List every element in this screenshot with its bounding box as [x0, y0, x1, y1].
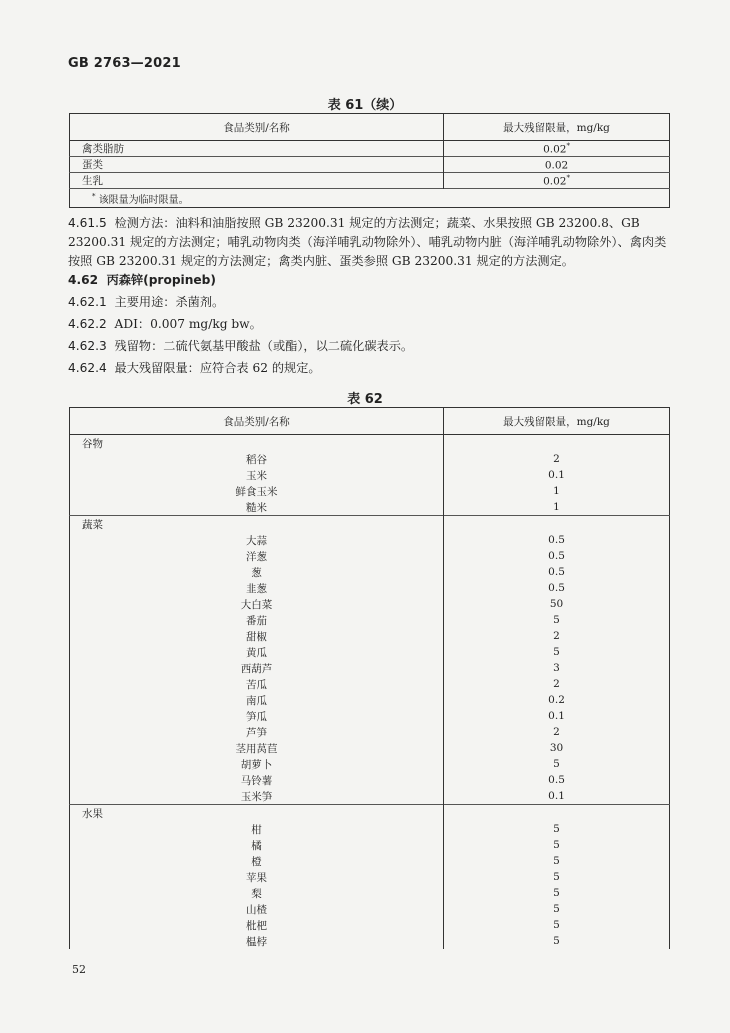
- table-row: [70, 933, 670, 949]
- residue-limit: 0.5: [444, 580, 670, 596]
- table-row: [70, 708, 670, 724]
- temporary-mark: *: [566, 173, 570, 182]
- para-4-62-3: [68, 337, 672, 356]
- category-row: [70, 435, 670, 452]
- table-row: [70, 837, 670, 853]
- category-limit-empty: [444, 435, 670, 452]
- residue-limit: 5: [444, 644, 670, 660]
- para-text: ADI：0.007 mg/kg bw。: [114, 317, 262, 331]
- residue-limit: 5: [444, 917, 670, 933]
- category-name: 谷物: [70, 435, 444, 452]
- residue-limit: 0.2: [444, 692, 670, 708]
- food-name: 生乳: [70, 173, 444, 189]
- food-name: 橙: [251, 855, 262, 868]
- food-name: 梨: [251, 887, 262, 900]
- table-row: [70, 467, 670, 483]
- residue-limit: 5: [444, 612, 670, 628]
- food-name: 甜椒: [246, 630, 268, 643]
- table-row: [70, 676, 670, 692]
- residue-limit: 2: [444, 724, 670, 740]
- table61-header-row: [70, 114, 670, 141]
- food-name: 番茄: [246, 614, 268, 627]
- table62-col-food: 食品类别/名称: [70, 408, 444, 435]
- heading-text: 丙森锌(propineb): [106, 273, 216, 287]
- table-row: [70, 483, 670, 499]
- table-row: [70, 853, 670, 869]
- residue-limit: 1: [444, 499, 670, 516]
- residue-limit: 50: [444, 596, 670, 612]
- food-name: 鲜食玉米: [235, 485, 278, 498]
- category-name: 水果: [70, 805, 444, 822]
- category-limit-empty: [444, 805, 670, 822]
- residue-limit: 2: [444, 628, 670, 644]
- table-row: [70, 821, 670, 837]
- table-row: [70, 596, 670, 612]
- table-row: [70, 788, 670, 805]
- table-row: [70, 157, 670, 173]
- category-limit-empty: [444, 516, 670, 533]
- category-row: [70, 516, 670, 533]
- table-row: [70, 644, 670, 660]
- table-row: [70, 869, 670, 885]
- table-row: [70, 141, 670, 157]
- table-row: [70, 580, 670, 596]
- residue-limit: 5: [444, 869, 670, 885]
- table62-title: 表 62: [347, 392, 383, 407]
- food-name: 玉米笋: [240, 790, 273, 803]
- table-row: [70, 173, 670, 189]
- residue-limit: 30: [444, 740, 670, 756]
- food-name: 橘: [251, 839, 262, 852]
- residue-limit: 3: [444, 660, 670, 676]
- table-row: [70, 564, 670, 580]
- table-row: [70, 451, 670, 467]
- food-name: 胡萝卜: [240, 758, 273, 771]
- food-name: 玉米: [246, 469, 268, 482]
- table62-col-limit: 最大残留限量，mg/kg: [444, 408, 670, 435]
- food-name: 西葫芦: [240, 662, 273, 675]
- heading-4-62: [68, 271, 672, 290]
- table-row: [70, 548, 670, 564]
- category-row: [70, 805, 670, 822]
- table-row: [70, 724, 670, 740]
- para-number: 4.62.4: [68, 361, 107, 375]
- table61-col-food: 食品类别/名称: [70, 114, 444, 141]
- limit-value: 0.02: [544, 159, 569, 172]
- food-name: 大蒜: [246, 534, 268, 547]
- residue-limit: 0.5: [444, 532, 670, 548]
- para-text: 主要用途：杀菌剂。: [114, 295, 225, 309]
- para-text: 残留物：二硫代氨基甲酸盐（或酯），以二硫化碳表示。: [114, 339, 414, 353]
- food-name: 葱: [251, 566, 262, 579]
- food-name: 茎用莴苣: [235, 742, 278, 755]
- temporary-mark: *: [566, 141, 570, 150]
- residue-limit: 0.5: [444, 548, 670, 564]
- food-name: 糙米: [246, 501, 268, 514]
- table61-note: [70, 189, 670, 208]
- table-row: [70, 917, 670, 933]
- food-name: 苦瓜: [246, 678, 268, 691]
- food-name: 韭葱: [246, 582, 268, 595]
- residue-limit: 5: [444, 853, 670, 869]
- residue-limit: 5: [444, 756, 670, 772]
- food-name: 马铃薯: [240, 774, 273, 787]
- section-text: [68, 214, 672, 378]
- table61-note-text: 该限量为临时限量。: [98, 194, 189, 206]
- food-name: 大白菜: [240, 598, 273, 611]
- para-number: 4.61.5: [68, 216, 107, 230]
- residue-limit: [444, 157, 670, 173]
- food-name: 苹果: [246, 871, 268, 884]
- residue-limit: 2: [444, 676, 670, 692]
- category-name: 蔬菜: [70, 516, 444, 533]
- para-number: 4.62.1: [68, 295, 107, 309]
- table62-header-row: [70, 408, 670, 435]
- food-name: 柑: [251, 823, 262, 836]
- table61-note-mark: *: [92, 192, 96, 201]
- table-62: [69, 407, 670, 949]
- table61-title: 表 61（续）: [327, 98, 403, 113]
- food-name: 稻谷: [246, 453, 268, 466]
- food-name: 蛋类: [70, 157, 444, 173]
- table-row: [70, 901, 670, 917]
- residue-limit: 0.1: [444, 788, 670, 805]
- table-row: [70, 692, 670, 708]
- food-name: 黄瓜: [246, 646, 268, 659]
- table-row: [70, 532, 670, 548]
- heading-number: 4.62: [68, 273, 99, 287]
- residue-limit: 0.5: [444, 772, 670, 788]
- page-number: 52: [72, 963, 86, 976]
- residue-limit: [444, 173, 670, 189]
- limit-value: 0.02: [543, 143, 567, 156]
- table-row: [70, 772, 670, 788]
- residue-limit: 5: [444, 837, 670, 853]
- table-row: [70, 740, 670, 756]
- para-text: 检测方法：油料和油脂按照 GB 23200.31 规定的方法测定；蔬菜、水果按照 GB 23200.8、GB 23200.31 规定的方法测定；哺乳动物肉类（海洋哺乳动物除外）、哺乳动物内脏（海洋哺乳动物除外）、禽肉类按照 GB 23200.31 规定的方法测定；禽类内脏、蛋类参照 GB 23200.31 规定的方法测定。: [68, 216, 667, 268]
- para-4-62-1: [68, 293, 672, 312]
- standard-code: GB 2763—2021: [68, 56, 181, 71]
- food-name: 笋瓜: [246, 710, 268, 723]
- residue-limit: 0.5: [444, 564, 670, 580]
- table-row: [70, 756, 670, 772]
- para-number: 4.62.3: [68, 339, 107, 353]
- table61-col-limit: 最大残留限量，mg/kg: [444, 114, 670, 141]
- food-name: 洋葱: [246, 550, 268, 563]
- residue-limit: 0.1: [444, 708, 670, 724]
- limit-value: 0.02: [543, 175, 567, 188]
- food-name: 枇杷: [246, 919, 268, 932]
- table-row: [70, 885, 670, 901]
- residue-limit: 5: [444, 885, 670, 901]
- food-name: 芦笋: [246, 726, 268, 739]
- residue-limit: 0.1: [444, 467, 670, 483]
- residue-limit: 2: [444, 451, 670, 467]
- residue-limit: 1: [444, 483, 670, 499]
- table-row: [70, 612, 670, 628]
- residue-limit: [444, 141, 670, 157]
- food-name: 禽类脂肪: [70, 141, 444, 157]
- residue-limit: 5: [444, 821, 670, 837]
- para-number: 4.62.2: [68, 317, 107, 331]
- table-row: [70, 660, 670, 676]
- para-text: 最大残留限量：应符合表 62 的规定。: [114, 361, 321, 375]
- para-4-62-2: [68, 315, 672, 334]
- para-4-62-4: [68, 359, 672, 378]
- food-name: 南瓜: [246, 694, 268, 707]
- residue-limit: 5: [444, 933, 670, 949]
- residue-limit: 5: [444, 901, 670, 917]
- food-name: 榅桲: [246, 935, 268, 948]
- food-name: 山楂: [246, 903, 268, 916]
- table-row: [70, 628, 670, 644]
- table-61: [69, 113, 670, 208]
- table-row: [70, 499, 670, 516]
- table61-note-row: [70, 189, 670, 208]
- para-4-61-5: [68, 214, 672, 271]
